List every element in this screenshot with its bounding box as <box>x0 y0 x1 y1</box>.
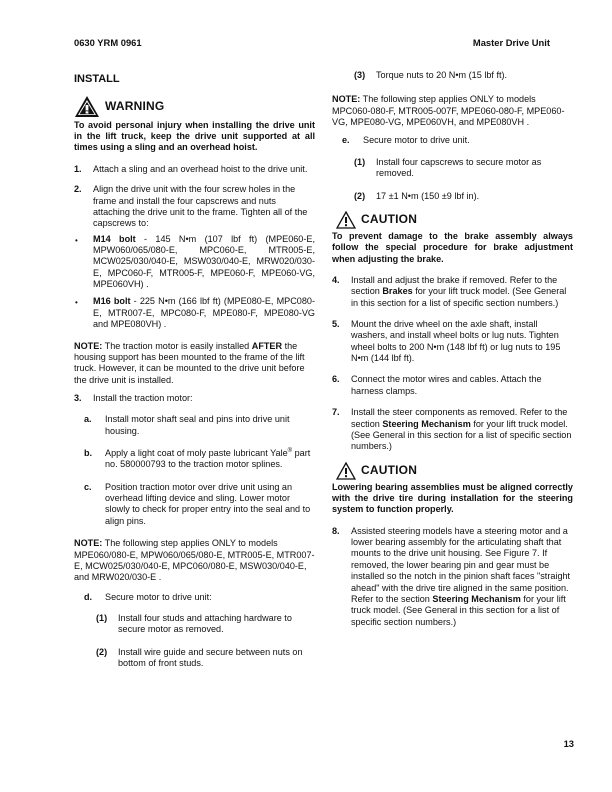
caution-triangle-icon <box>336 211 356 229</box>
caution-triangle-icon <box>336 462 356 480</box>
step-number: 7. <box>332 407 340 418</box>
step-e-2 <box>332 191 573 202</box>
step-d <box>74 592 315 603</box>
step-2 <box>74 184 315 229</box>
note-label: NOTE: <box>74 340 103 351</box>
step-6 <box>332 374 573 397</box>
torque-bullet-m16 <box>74 296 315 330</box>
bullet-label: M14 bolt <box>93 233 136 244</box>
document-code: 0630 YRM 0961 <box>74 37 142 48</box>
substep-text: Secure motor to drive unit: <box>105 591 212 602</box>
substep-text: Secure motor to drive unit. <box>363 135 470 146</box>
registered-mark: ® <box>287 447 293 454</box>
step-text: Install the traction motor: <box>93 392 193 403</box>
substep-letter: e. <box>342 135 350 146</box>
step-number: 5. <box>332 319 340 330</box>
substep-text: Install motor shaft seal and pins into drive unit housing. <box>105 414 290 436</box>
page-header <box>74 37 550 49</box>
section-reference: Steering Mechanism <box>382 418 471 429</box>
step-d-2 <box>74 647 315 670</box>
substep-text: Install four capscrews to secure motor as removed. <box>376 156 542 179</box>
document-title: Master Drive Unit <box>472 37 550 48</box>
step-8: 8. Assisted steering models have a steering motor and a lower bearing assembly for the articulating shaft that mounts to the drive unit housing. See Figure 7. If removed, the lower bearing pin and gear must be installed so the notch in the pinion shaft faces "straight ahead" with the drive tire aligned in the same position. Refer to the section Steering Mechanism for your lift truck model. (See General in this section for a list of specific section numbers.) <box>332 525 571 627</box>
substep-number: (1) <box>354 156 366 167</box>
step-number: 8. <box>332 525 340 536</box>
substep-number: (2) <box>354 190 366 201</box>
step-text: Align the drive unit with the four screw holes in the frame and install the four capscrews and nuts attaching the drive unit to the frame. Tighten all of the capscrews to: <box>93 184 308 229</box>
caution-heading-bearing <box>332 462 573 480</box>
step-3a <box>74 414 315 437</box>
step-7: 7. Install the steer components as removed. Refer to the section Steering Mechanism for your lift truck model. (See General in this section for a list of specific section numbers.) <box>332 407 572 452</box>
step-3c <box>74 482 315 527</box>
section-reference: Steering Mechanism <box>432 593 521 604</box>
warning-text: To avoid personal injury when installing the drive unit in the lift truck, keep the drive unit supported at all times using a sling and an overhead hoist. <box>74 119 315 153</box>
substep-text: Install wire guide and secure between nuts on bottom of front studs. <box>118 646 303 669</box>
note-models-e: NOTE: The following step applies ONLY to models MPE060/080-E, MPW060/065/080-E, MTR005-E, MTR007-E, MCW025/030/040-E, MPC060/080-E, MSW030/040-E, and MRW020/030-E . <box>74 538 315 583</box>
step-d-3 <box>332 70 573 81</box>
substep-number: (3) <box>354 70 366 80</box>
step-3 <box>74 393 315 404</box>
substep-letter: b. <box>84 448 93 459</box>
step-number: 6. <box>332 374 340 385</box>
substep-text: Torque nuts to 20 N•m (15 lbf ft). <box>376 70 508 80</box>
note-models-f: NOTE: The following step applies ONLY to models MPC060-080-F, MTR005-007F, MPE060-080-F, MPE060-VG, MPE080-VG, MPE060VH, and MPE080VH . <box>332 94 565 128</box>
left-column <box>74 70 315 677</box>
substep-text: Apply a light coat of moly paste lubricant Yale <box>105 448 288 459</box>
step-d-1 <box>74 613 315 636</box>
note-label: NOTE: <box>74 538 103 549</box>
substep-number: (1) <box>96 612 108 623</box>
substep-letter: a. <box>84 414 92 425</box>
caution-text: Lowering bearing assemblies must be aligned correctly with the drive tire during installation for the steering system to function properly. <box>332 481 573 515</box>
page-number: 13 <box>563 738 574 750</box>
step-text: Mount the drive wheel on the axle shaft, install washers, and install wheel bolts or lug nuts. Tighten wheel bolts to 200 N•m (148 lbf ft) or lug nuts to 195 N•m (144 lbf ft). <box>351 319 561 364</box>
warning-label: WARNING <box>105 98 165 113</box>
step-number: 3. <box>74 392 82 403</box>
torque-bullet-m14 <box>74 234 315 291</box>
substep-text: 17 ±1 N•m (150 ±9 lbf in). <box>376 190 480 201</box>
step-5 <box>332 319 573 364</box>
note-traction-motor: NOTE: The traction motor is easily installed AFTER the housing support has been mounted to the frame of the lift truck. However, it can be mounted to the drive unit before the drive unit is installed. <box>74 340 305 385</box>
substep-number: (2) <box>96 646 108 657</box>
step-text: Connect the motor wires and cables. Attach the harness clamps. <box>351 374 542 396</box>
right-column <box>332 70 573 637</box>
step-e-1 <box>332 157 573 180</box>
caution-text: To prevent damage to the brake assembly always follow the special procedure for brake adjustment when adjusting the brake. <box>332 230 573 264</box>
caution-label: CAUTION <box>361 212 418 227</box>
step-number: 1. <box>74 163 82 174</box>
warning-heading <box>74 95 315 118</box>
substep-text: Position traction motor over drive unit using an overhead lifting device and sling. Lower motor slowly to check for proper entry into the seal and to align pins. <box>105 481 311 526</box>
section-title: INSTALL <box>74 73 120 85</box>
bullet-text: - 225 N•m (166 lbf ft) (MPE080-E, MPC080-E, MTR007-E, MPC080-F, MPE080-F, MPE080-VG and MPE080VH) . <box>93 296 315 330</box>
bullet-icon: • <box>75 298 78 308</box>
note-emphasis: AFTER <box>251 340 283 351</box>
step-1 <box>74 164 315 175</box>
step-4: 4. Install and adjust the brake if removed. Refer to the section Brakes for your lift truck model. (See General in this section for a list of specific section numbers.) <box>332 274 567 308</box>
step-3b: b. Apply a light coat of moly paste lubricant Yale® part no. 580000793 to the traction motor splines. <box>84 447 311 470</box>
caution-label: CAUTION <box>361 463 418 478</box>
step-e <box>332 135 573 146</box>
bullet-text: - 145 N•m (107 lbf ft) (MPE060-E, MPW060/065/080-E, MPC060-E, MTR005-E, MCW025/030/040-E, MSW030/040-E, MRW020/030-E, MPC060-F, MTR005-F, MPE060-F, MPE060-VG, MPE060VH) . <box>93 233 315 290</box>
caution-heading-brake <box>332 211 573 229</box>
substep-letter: d. <box>84 591 93 602</box>
warning-triangle-icon <box>74 95 100 118</box>
section-reference: Brakes <box>382 286 413 297</box>
substep-letter: c. <box>84 481 92 492</box>
bullet-icon: • <box>75 235 78 245</box>
step-text: Attach a sling and an overhead hoist to the drive unit. <box>93 163 308 174</box>
substep-text: Install four studs and attaching hardware to secure motor as removed. <box>118 612 292 635</box>
step-number: 2. <box>74 184 82 195</box>
step-number: 4. <box>332 274 340 285</box>
note-label: NOTE: <box>332 94 361 105</box>
bullet-label: M16 bolt <box>93 296 131 307</box>
